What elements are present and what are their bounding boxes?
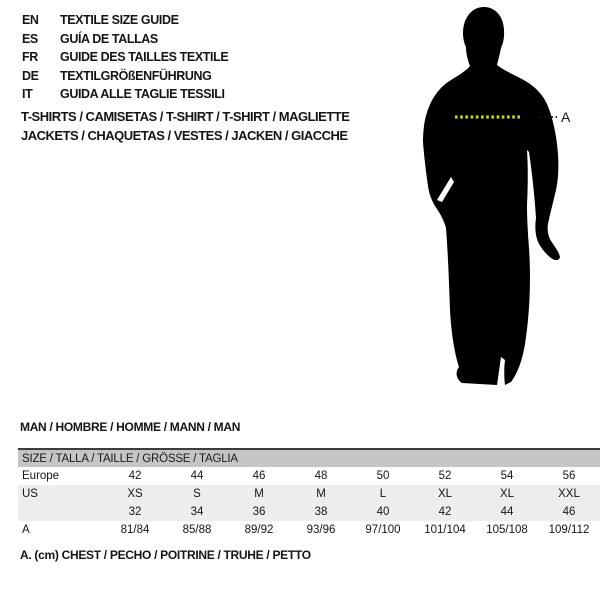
language-legend (22, 11, 228, 104)
size-cell: 101/104 (424, 524, 466, 536)
size-cell: M (316, 488, 326, 500)
size-cell: 52 (438, 470, 452, 482)
table-row-chest-cm (18, 521, 600, 539)
size-cell: XL (437, 488, 453, 500)
size-cell: 44 (500, 506, 514, 518)
male-silhouette-figure (400, 0, 600, 400)
size-cell: 89/92 (244, 524, 274, 536)
language-row-es (22, 30, 228, 49)
silhouette-svg (400, 0, 600, 400)
category-tshirts: T-SHIRTS / CAMISETAS / T-SHIRT / T-SHIRT / MAGLIETTE (21, 109, 350, 124)
size-cell: XXL (558, 488, 580, 500)
language-label: GUIDE DES TAILLES TEXTILE (60, 50, 229, 65)
size-cell: 54 (500, 470, 514, 482)
language-row-de (22, 67, 228, 86)
size-cell: 36 (252, 506, 266, 518)
size-cell: 46 (252, 470, 266, 482)
language-row-en (22, 11, 228, 30)
language-code: ES (22, 31, 38, 46)
size-cell: M (254, 488, 264, 500)
chest-measure-note: A. (cm) CHEST / PECHO / POITRINE / TRUHE / PETTO (20, 548, 311, 562)
size-cell: XS (127, 488, 143, 500)
row-label: US (22, 488, 38, 500)
language-row-fr (22, 48, 228, 67)
language-code: EN (22, 13, 39, 28)
size-cell: 93/96 (306, 524, 336, 536)
size-cell: 42 (128, 470, 142, 482)
language-label: GUÍA DE TALLAS (60, 31, 158, 46)
size-cell: 38 (314, 506, 328, 518)
section-title-man: MAN / HOMBRE / HOMME / MANN / MAN (20, 420, 241, 434)
size-cell: L (379, 488, 387, 500)
table-row-us (18, 485, 600, 503)
size-cell: 97/100 (365, 524, 401, 536)
size-cell: 50 (376, 470, 390, 482)
language-code: IT (22, 87, 33, 102)
language-row-it (22, 85, 228, 104)
size-table (18, 448, 600, 539)
measure-label-a: A (561, 109, 571, 125)
category-jackets: JACKETS / CHAQUETAS / VESTES / JACKEN / GIACCHE (21, 128, 348, 143)
language-label: TEXTILE SIZE GUIDE (60, 13, 179, 28)
size-cell: 81/84 (120, 524, 150, 536)
size-cell: S (193, 488, 201, 500)
size-cell: 48 (314, 470, 328, 482)
size-cell: 109/112 (548, 524, 590, 536)
size-table-header: SIZE / TALLA / TAILLE / GRÖSSE / TAGLIA (18, 448, 600, 467)
size-cell: 46 (562, 506, 576, 518)
language-label: TEXTILGRÖßENFÜHRUNG (60, 68, 212, 83)
size-cell: 32 (128, 506, 142, 518)
language-code: FR (22, 50, 38, 65)
size-cell: 85/88 (182, 524, 212, 536)
size-cell: XL (499, 488, 515, 500)
row-label: Europe (22, 470, 60, 482)
language-code: DE (22, 68, 39, 83)
language-label: GUIDA ALLE TAGLIE TESSILI (60, 87, 225, 102)
size-cell: 105/108 (486, 524, 528, 536)
size-cell: 56 (562, 470, 576, 482)
table-row-us-numeric (18, 503, 600, 521)
size-cell: 44 (190, 470, 204, 482)
size-cell: 40 (376, 506, 390, 518)
row-label: A (22, 524, 30, 536)
table-row-europe (18, 467, 600, 485)
size-cell: 42 (438, 506, 452, 518)
garment-categories (21, 107, 349, 145)
size-cell: 34 (190, 506, 204, 518)
